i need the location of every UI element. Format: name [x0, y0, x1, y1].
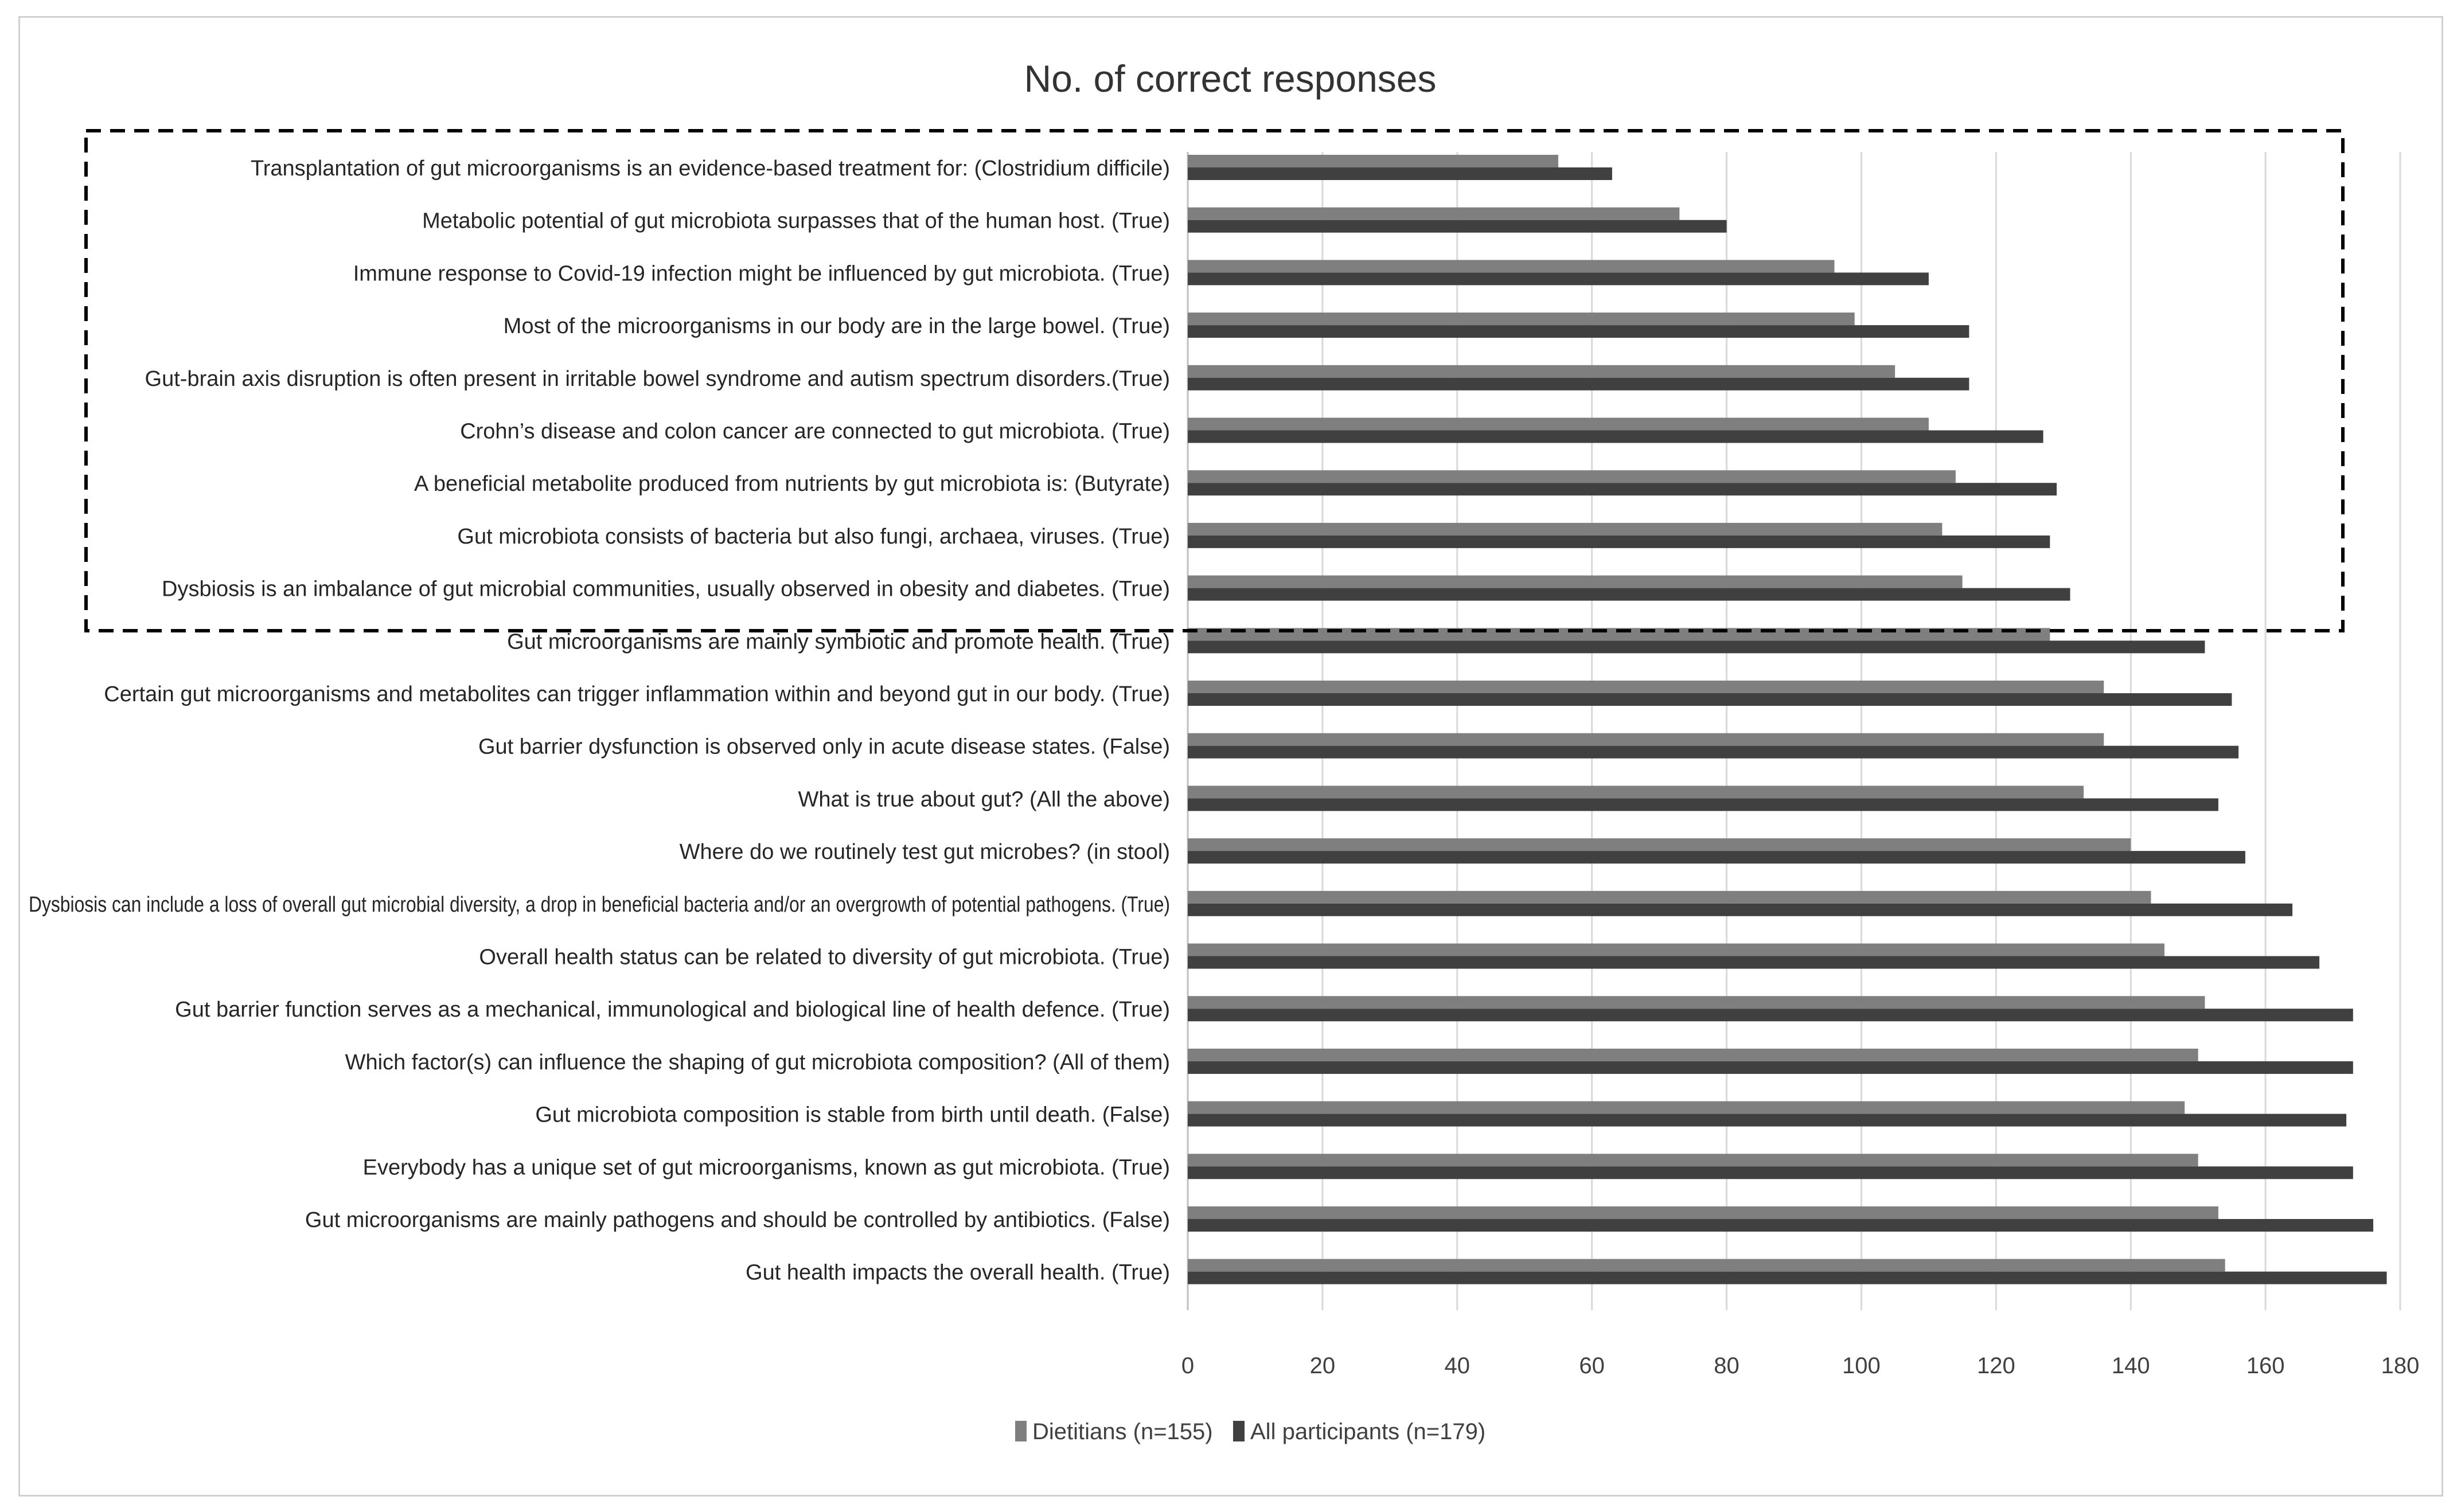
x-tick-label: 80: [1714, 1353, 1740, 1378]
bar-all-participants: [1188, 588, 2070, 601]
category-label: Immune response to Covid-19 infection might be influenced by gut microbiota. (True): [353, 261, 1170, 286]
bar-all-participants: [1188, 431, 2043, 443]
bar-all-participants: [1188, 956, 2319, 969]
bar-dietitians: [1188, 470, 1956, 483]
bar-all-participants: [1188, 1272, 2387, 1284]
category-label: Certain gut microorganisms and metabolites can trigger inflammation within and beyond gut in our body. (True): [104, 682, 1170, 706]
bar-all-participants: [1188, 904, 2292, 916]
bar-dietitians: [1188, 1154, 2198, 1166]
bar-dietitians: [1188, 365, 1895, 378]
bar-dietitians: [1188, 1101, 2185, 1114]
category-label: A beneficial metabolite produced from nutrients by gut microbiota is: (Butyrate): [414, 472, 1170, 497]
bar-all-participants: [1188, 798, 2218, 811]
bar-all-participants: [1188, 693, 2232, 706]
legend-item-all-participants-swatch: [1233, 1421, 1245, 1441]
x-tick-label: 60: [1579, 1353, 1605, 1378]
bar-dietitians: [1188, 260, 1834, 272]
category-label: Gut health impacts the overall health. (True): [746, 1260, 1170, 1285]
category-label: Everybody has a unique set of gut microorganisms, known as gut microbiota. (True): [362, 1155, 1170, 1180]
bar-all-participants: [1188, 536, 2050, 548]
category-label: Gut microorganisms are mainly pathogens and should be controlled by antibiotics. (False): [305, 1208, 1170, 1232]
bar-all-participants: [1188, 325, 1969, 338]
x-axis-ticks: [1181, 1353, 2420, 1378]
bar-all-participants: [1188, 167, 1612, 180]
bar-dietitians: [1188, 1259, 2225, 1272]
bar-all-participants: [1188, 378, 1969, 390]
category-label: Crohn’s disease and colon cancer are connected to gut microbiota. (True): [460, 419, 1170, 444]
bar-dietitians: [1188, 786, 2084, 798]
bar-dietitians: [1188, 1049, 2198, 1061]
x-tick-label: 120: [1976, 1353, 2015, 1378]
category-label: Which factor(s) can influence the shaping of gut microbiota composition? (All of them): [345, 1050, 1170, 1075]
bars: [1188, 155, 2387, 1284]
category-label: Gut microorganisms are mainly symbiotic and promote health. (True): [507, 630, 1170, 654]
bar-all-participants: [1188, 272, 1929, 285]
category-label: Transplantation of gut microorganisms is an evidence-based treatment for: (Clostridium difficile): [250, 157, 1170, 181]
category-label: What is true about gut? (All the above): [798, 787, 1170, 812]
category-label: Gut microbiota consists of bacteria but also fungi, archaea, viruses. (True): [457, 524, 1170, 549]
bar-all-participants: [1188, 1009, 2353, 1021]
bar-all-participants: [1188, 746, 2238, 759]
x-tick-label: 160: [2246, 1353, 2285, 1378]
bar-all-participants: [1188, 640, 2205, 653]
legend: [1015, 1419, 1485, 1444]
category-label: Dysbiosis can include a loss of overall gut microbial diversity, a drop in beneficial bacteria and/or an overgrowth of potential pathogens. (True): [29, 892, 1170, 917]
legend-item-all-participants: All participants (n=179): [1250, 1419, 1486, 1444]
category-label: Dysbiosis is an imbalance of gut microbial communities, usually observed in obesity and diabetes. (True): [162, 577, 1170, 601]
bar-dietitians: [1188, 155, 1558, 167]
bar-dietitians: [1188, 418, 1929, 431]
category-label: Gut barrier function serves as a mechanical, immunological and biological line of health defence. (True): [175, 998, 1170, 1022]
bar-dietitians: [1188, 944, 2164, 956]
bar-dietitians: [1188, 891, 2151, 904]
bar-dietitians: [1188, 681, 2104, 693]
category-label: Gut microbiota composition is stable from birth until death. (False): [535, 1103, 1170, 1127]
bar-dietitians: [1188, 1206, 2218, 1219]
x-tick-label: 140: [2111, 1353, 2150, 1378]
category-label: Metabolic potential of gut microbiota surpasses that of the human host. (True): [422, 209, 1170, 233]
bar-dietitians: [1188, 996, 2205, 1009]
x-tick-label: 100: [1842, 1353, 1881, 1378]
bar-dietitians: [1188, 523, 1942, 536]
chart-title: No. of correct responses: [1024, 57, 1437, 100]
bar-dietitians: [1188, 838, 2131, 851]
category-label: Gut-brain axis disruption is often present in irritable bowel syndrome and autism spectrum disorders.(True): [145, 366, 1170, 391]
category-label: Where do we routinely test gut microbes? (in stool): [679, 840, 1170, 865]
x-tick-label: 20: [1309, 1353, 1336, 1378]
legend-item-dietitians-swatch: [1015, 1421, 1027, 1441]
category-labels: [29, 157, 1170, 1285]
bar-all-participants: [1188, 220, 1727, 233]
x-tick-label: 180: [2381, 1353, 2420, 1378]
legend-item-dietitians: Dietitians (n=155): [1032, 1419, 1213, 1444]
bar-all-participants: [1188, 1166, 2353, 1179]
bar-dietitians: [1188, 733, 2104, 746]
x-tick-label: 40: [1444, 1353, 1471, 1378]
bar-all-participants: [1188, 851, 2245, 864]
category-label: Most of the microorganisms in our body are in the large bowel. (True): [503, 314, 1170, 339]
bar-all-participants: [1188, 1219, 2373, 1232]
category-label: Gut barrier dysfunction is observed only in acute disease states. (False): [478, 734, 1170, 759]
bar-dietitians: [1188, 576, 1963, 588]
bar-all-participants: [1188, 1114, 2346, 1127]
x-tick-label: 0: [1181, 1353, 1195, 1378]
bar-all-participants: [1188, 483, 2057, 495]
category-label: Overall health status can be related to diversity of gut microbiota. (True): [479, 945, 1170, 970]
bar-dietitians: [1188, 312, 1855, 325]
bar-all-participants: [1188, 1061, 2353, 1074]
bar-dietitians: [1188, 208, 1679, 220]
